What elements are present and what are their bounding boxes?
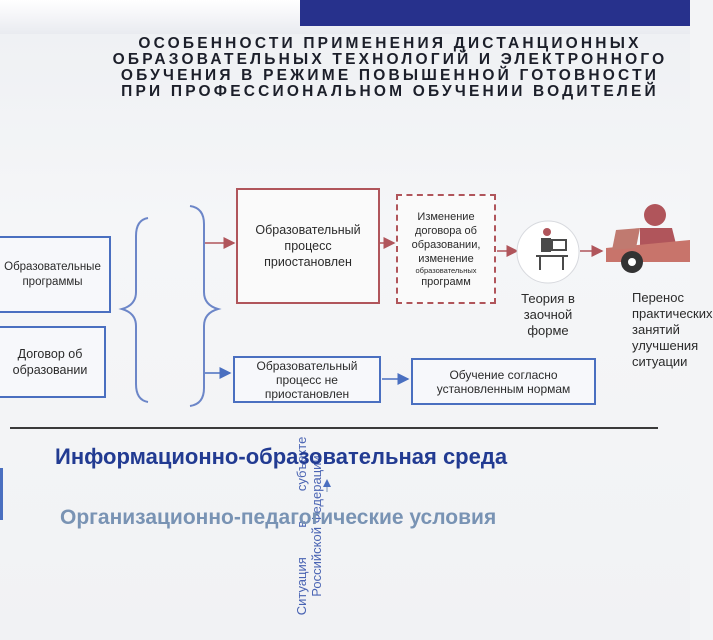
divider-line bbox=[10, 427, 658, 429]
contract-change-small: образовательных bbox=[415, 265, 477, 275]
title-line-2: ОБРАЗОВАТЕЛЬНЫХ ТЕХНОЛОГИЙ И ЭЛЕКТРОННОГО bbox=[112, 51, 668, 68]
process-not-suspended-box bbox=[233, 356, 381, 403]
situation-line-2: Российской Федерации bbox=[309, 455, 324, 597]
title-line-4: ПРИ ПРОФЕССИОНАЛЬНОМ ОБУЧЕНИИ ВОДИТЕЛЕЙ bbox=[121, 83, 659, 100]
training-norms-label: Обучение согласно установленным нормам bbox=[436, 367, 571, 396]
title-line-1: ОСОБЕННОСТИ ПРИМЕНЕНИЯ ДИСТАНЦИОННЫХ bbox=[138, 35, 642, 52]
theory-caption: Теория в заочной форме bbox=[521, 291, 575, 338]
programs-label: Образовательные программы bbox=[4, 260, 101, 288]
contract-change-main: Изменение договора об образовании, изменение bbox=[411, 210, 481, 265]
title-line-3: ОБУЧЕНИЯ В РЕЖИМЕ ПОВЫШЕННОЙ ГОТОВНОСТИ bbox=[120, 67, 660, 84]
org-conditions-heading: Организационно-педагогические условия bbox=[60, 506, 497, 529]
info-environment-heading: Информационно-образовательная среда bbox=[55, 444, 508, 469]
situation-line-1: Ситуация в субъекте bbox=[294, 436, 309, 616]
process-not-suspended-label: Образовательный процесс не приостановлен bbox=[256, 358, 358, 401]
transfer-caption: Перенос практических занятий улучшения ситуации bbox=[632, 290, 713, 369]
left-edge-marker bbox=[0, 468, 3, 520]
process-suspended-label: Образовательный процесс приостановлен bbox=[255, 223, 361, 269]
contract-change-tail: программ bbox=[421, 275, 471, 288]
training-norms-box bbox=[411, 358, 596, 405]
contract-label: Договор об образовании bbox=[12, 347, 88, 377]
